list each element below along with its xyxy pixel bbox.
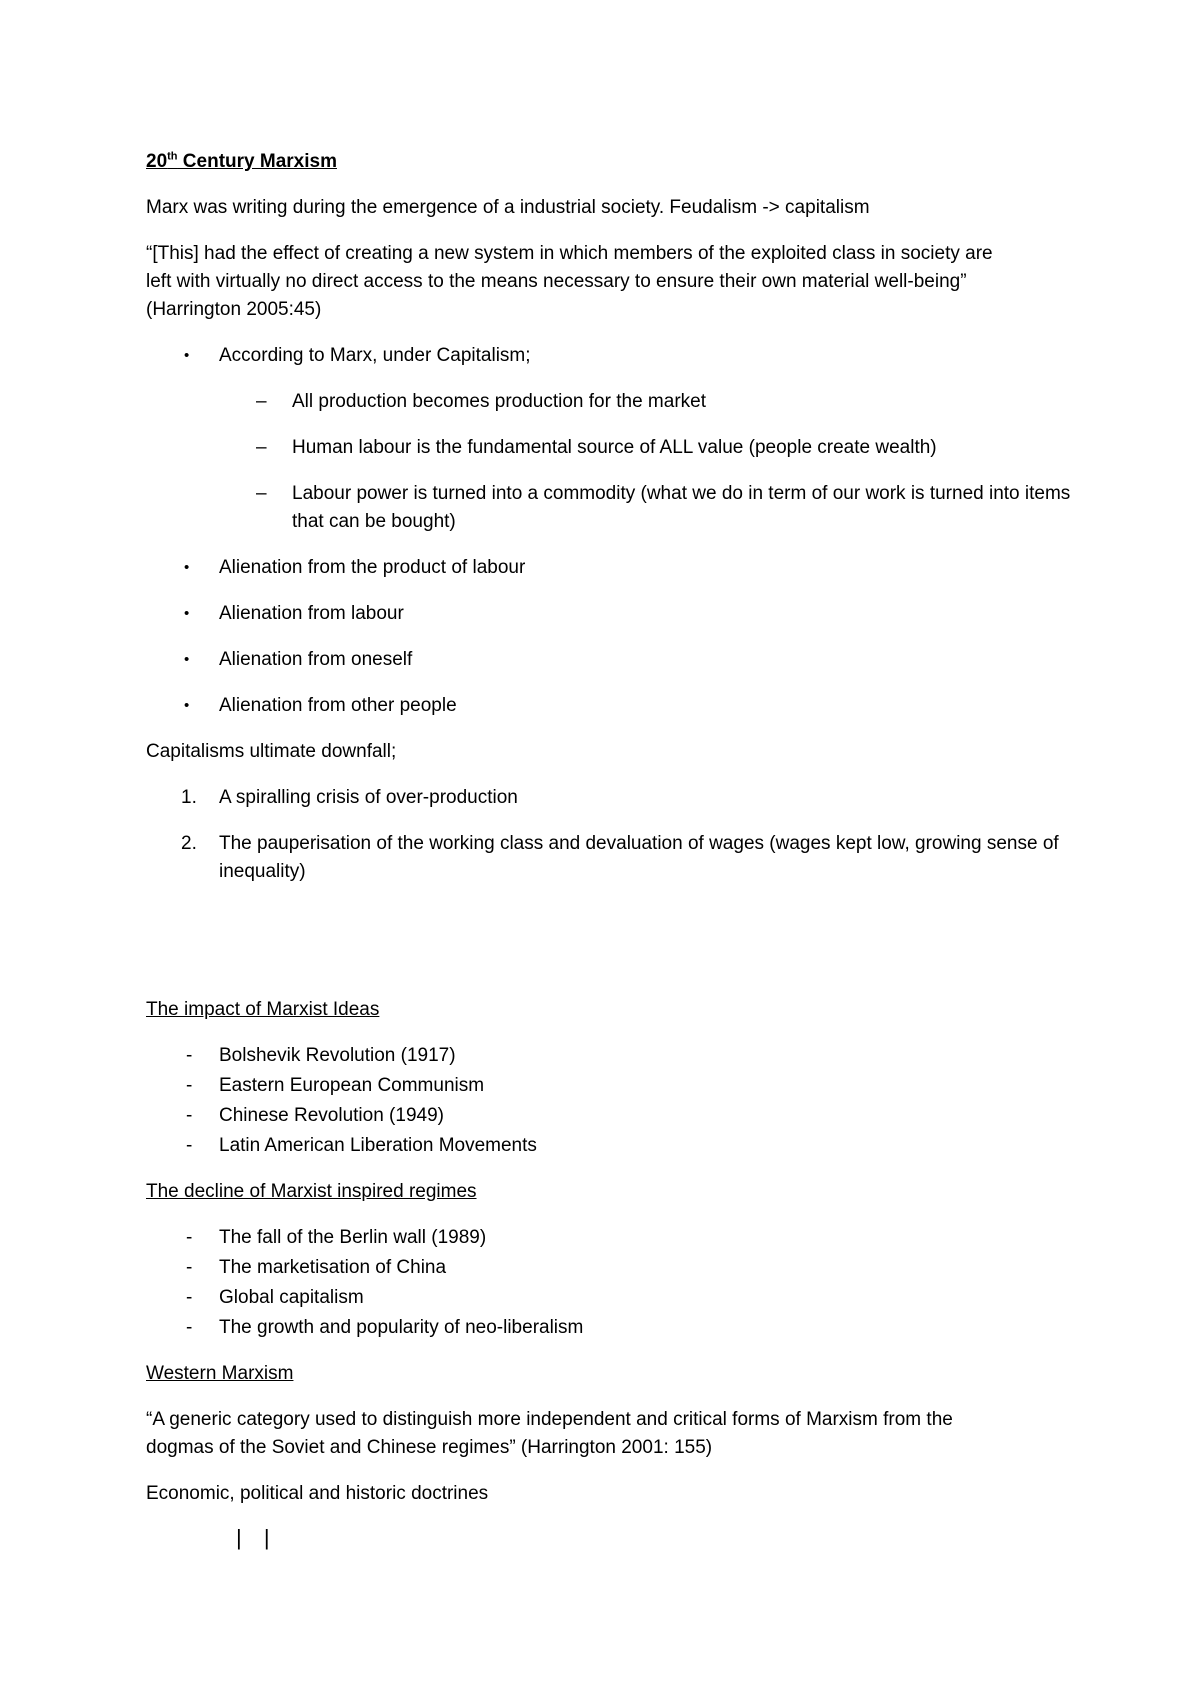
bullet-icon: • <box>184 347 190 364</box>
page-title: 20th Century Marxism <box>146 150 337 172</box>
vertical-bars: | | <box>236 1525 278 1550</box>
bullet-icon: • <box>184 605 190 622</box>
section-heading-impact: The impact of Marxist Ideas <box>146 999 380 1020</box>
quote-line-2: left with virtually no direct access to the means necessary to ensure their own material well-being” <box>146 271 967 292</box>
bullet-icon: • <box>184 697 190 714</box>
dash-icon: – <box>256 391 267 412</box>
dash-icon: – <box>256 483 267 504</box>
doctrines-line: Economic, political and historic doctrines <box>146 1483 489 1504</box>
quote-line-1: “[This] had the effect of creating a new system in which members of the exploited class in society are <box>146 243 993 264</box>
intro-paragraph: Marx was writing during the emergence of a industrial society. Feudalism -> capitalism <box>146 197 870 218</box>
western-quote-line-2: dogmas of the Soviet and Chinese regimes” (Harrington 2001: 155) <box>146 1437 713 1458</box>
section-heading-decline: The decline of Marxist inspired regimes <box>146 1181 477 1202</box>
downfall-heading: Capitalisms ultimate downfall; <box>146 741 397 762</box>
section-heading-western: Western Marxism <box>146 1363 294 1384</box>
dash-icon: – <box>256 437 267 458</box>
western-quote-line-1: “A generic category used to distinguish more independent and critical forms of Marxism from the <box>146 1409 953 1430</box>
bullet-icon: • <box>184 559 190 576</box>
quote-citation: (Harrington 2005:45) <box>146 299 322 320</box>
bullet-icon: • <box>184 651 190 668</box>
